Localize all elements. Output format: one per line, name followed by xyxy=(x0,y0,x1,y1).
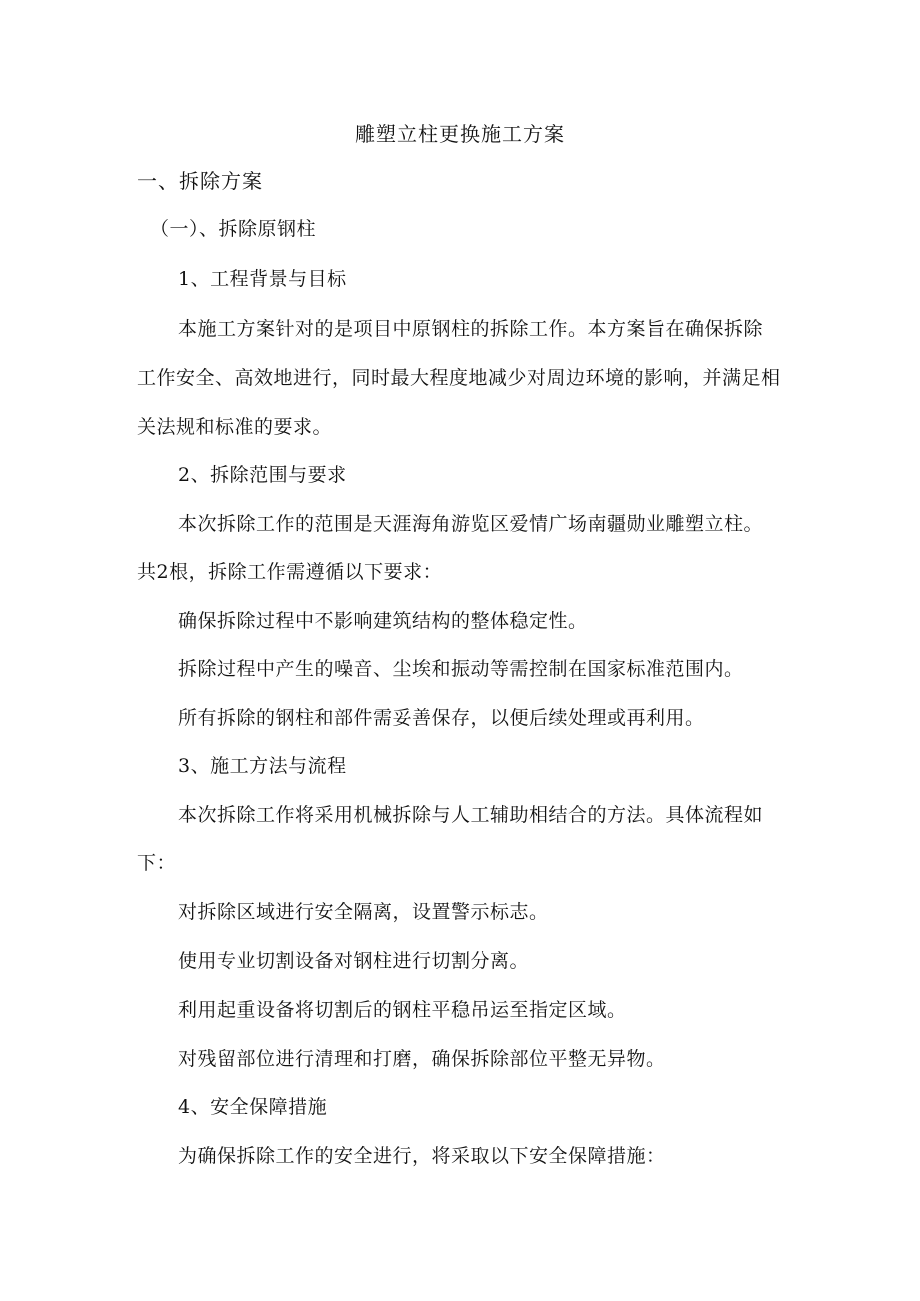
paragraph-line: 共2根，拆除工作需遵循以下要求： xyxy=(137,561,443,583)
list-item: 对残留部位进行清理和打磨，确保拆除部位平整无异物。 xyxy=(178,1048,666,1070)
paragraph-line: 本次拆除工作将采用机械拆除与人工辅助相结合的方法。具体流程如 xyxy=(178,804,764,826)
list-item: 使用专业切割设备对钢柱进行切割分离。 xyxy=(178,950,530,972)
paragraph-line: 为确保拆除工作的安全进行，将采取以下安全保障措施： xyxy=(178,1145,666,1167)
document-title: 雕塑立柱更换施工方案 xyxy=(355,122,565,146)
list-item: 确保拆除过程中不影响建筑结构的整体稳定性。 xyxy=(178,610,588,632)
list-item: 所有拆除的钢柱和部件需妥善保存，以便后续处理或再利用。 xyxy=(178,707,705,729)
section-heading-demolition-plan: 一、拆除方案 xyxy=(137,169,263,193)
paragraph-line: 本施工方案针对的是项目中原钢柱的拆除工作。本方案旨在确保拆除 xyxy=(178,318,764,340)
list-item: 利用起重设备将切割后的钢柱平稳吊运至指定区域。 xyxy=(178,999,627,1021)
subsection-heading-remove-steel-column: （一）、拆除原钢柱 xyxy=(150,218,317,240)
paragraph-line: 关法规和标准的要求。 xyxy=(137,416,333,438)
list-item: 拆除过程中产生的噪音、尘埃和振动等需控制在国家标准范围内。 xyxy=(178,658,744,680)
list-item: 对拆除区域进行安全隔离，设置警示标志。 xyxy=(178,901,549,923)
item-heading-safety: 4、安全保障措施 xyxy=(178,1096,328,1118)
item-heading-scope: 2、拆除范围与要求 xyxy=(178,464,347,486)
paragraph-line: 工作安全、高效地进行，同时最大程度地减少对周边环境的影响，并满足相 xyxy=(137,367,781,389)
item-heading-method: 3、施工方法与流程 xyxy=(178,755,347,777)
paragraph-line: 本次拆除工作的范围是天涯海角游览区爱情广场南疆勋业雕塑立柱。 xyxy=(178,513,764,535)
paragraph-line: 下： xyxy=(137,852,177,874)
item-heading-background: 1、工程背景与目标 xyxy=(178,268,347,290)
